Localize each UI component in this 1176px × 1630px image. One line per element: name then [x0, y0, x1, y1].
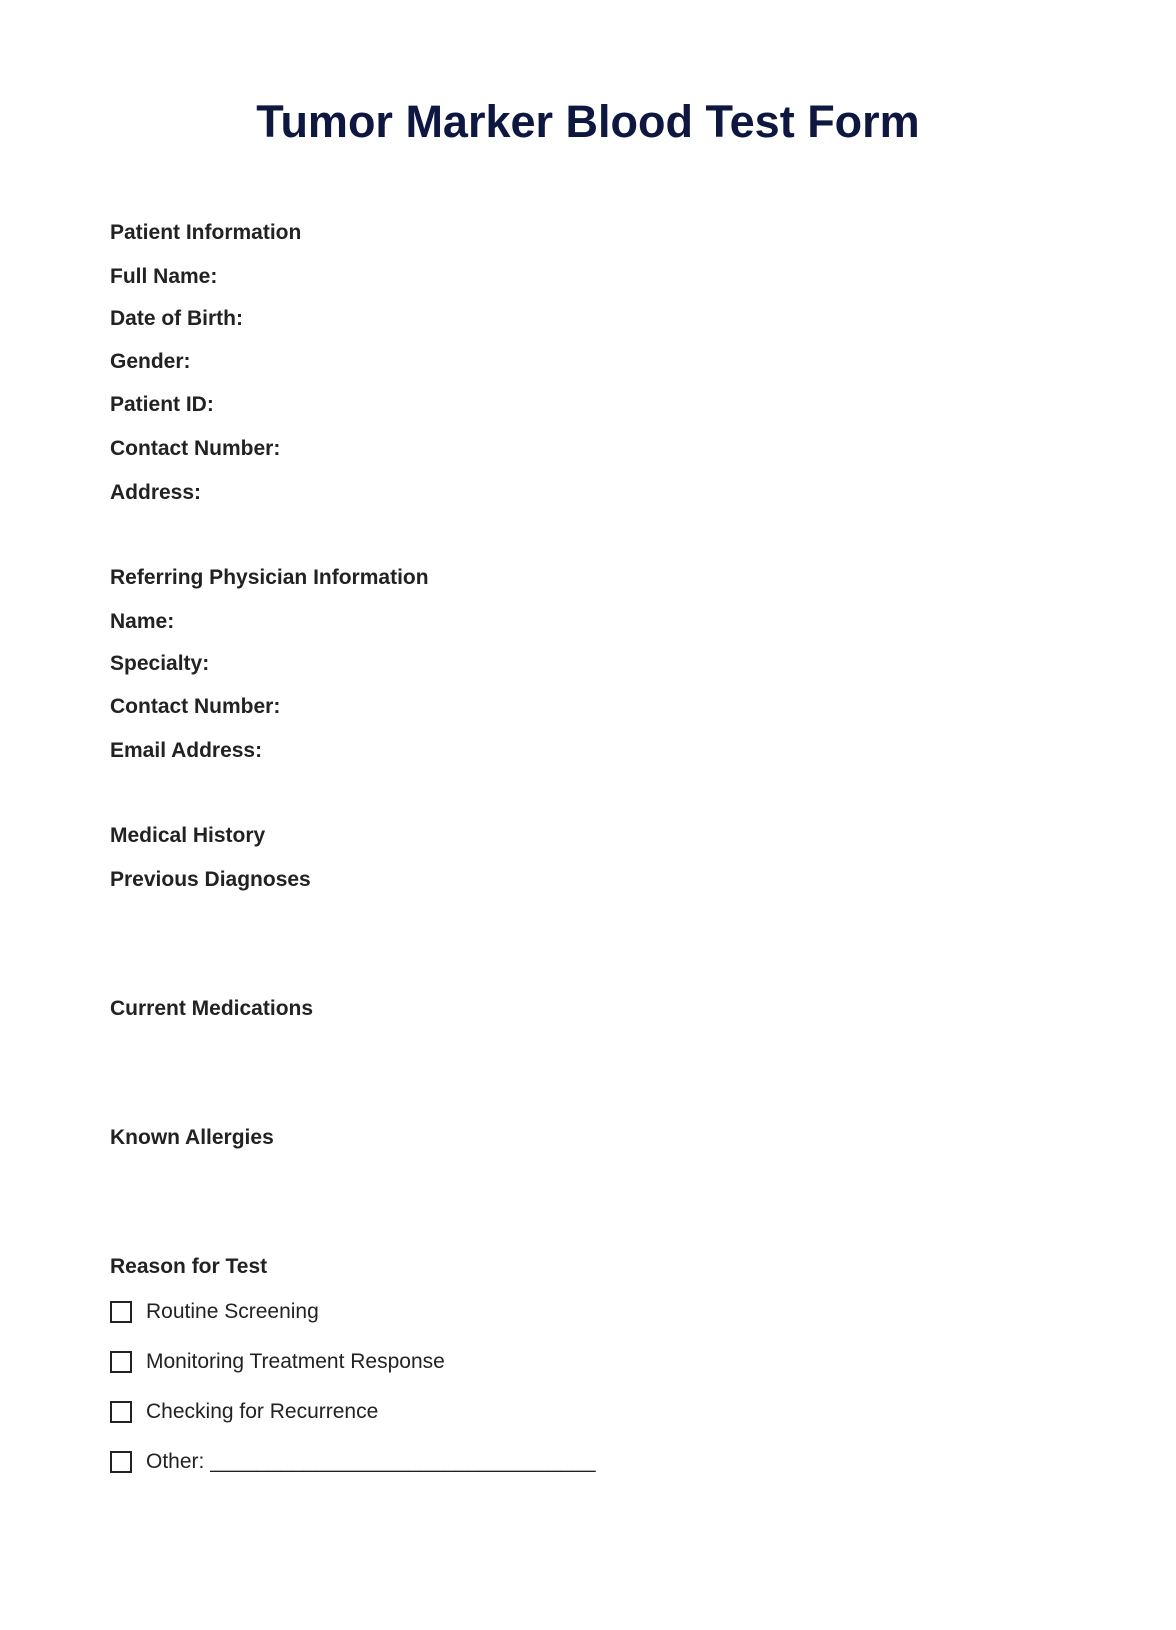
field-current-medications: Current Medications	[110, 997, 314, 1020]
option-other[interactable]	[110, 1450, 596, 1474]
checkbox[interactable]	[110, 1401, 132, 1423]
checkbox[interactable]	[110, 1351, 132, 1373]
section-heading-patient-information: Patient Information	[110, 221, 302, 244]
section-heading-medical-history: Medical History	[110, 824, 266, 847]
field-contact-number: Contact Number:	[110, 437, 281, 460]
field-specialty: Specialty:	[110, 652, 210, 675]
checkbox[interactable]	[110, 1451, 132, 1473]
option-routine-screening[interactable]	[110, 1300, 319, 1324]
section-heading-referring-physician: Referring Physician Information	[110, 566, 429, 589]
field-gender: Gender:	[110, 350, 191, 373]
option-checking-for-recurrence[interactable]	[110, 1400, 378, 1424]
page-title: Tumor Marker Blood Test Form	[256, 96, 920, 147]
field-known-allergies: Known Allergies	[110, 1126, 274, 1149]
field-email-address: Email Address:	[110, 739, 263, 762]
field-date-of-birth: Date of Birth:	[110, 307, 243, 330]
option-monitoring-treatment-response[interactable]	[110, 1350, 445, 1374]
field-previous-diagnoses: Previous Diagnoses	[110, 868, 311, 891]
field-patient-id: Patient ID:	[110, 393, 214, 416]
field-physician-contact-number: Contact Number:	[110, 695, 281, 718]
option-label: Monitoring Treatment Response	[146, 1350, 445, 1373]
option-label: Other: _________________________________	[146, 1450, 596, 1473]
field-physician-name: Name:	[110, 610, 175, 633]
checkbox[interactable]	[110, 1301, 132, 1323]
field-full-name: Full Name:	[110, 265, 218, 288]
section-heading-reason-for-test: Reason for Test	[110, 1255, 268, 1278]
field-address: Address:	[110, 481, 202, 504]
option-label: Routine Screening	[146, 1300, 319, 1323]
option-label: Checking for Recurrence	[146, 1400, 379, 1423]
